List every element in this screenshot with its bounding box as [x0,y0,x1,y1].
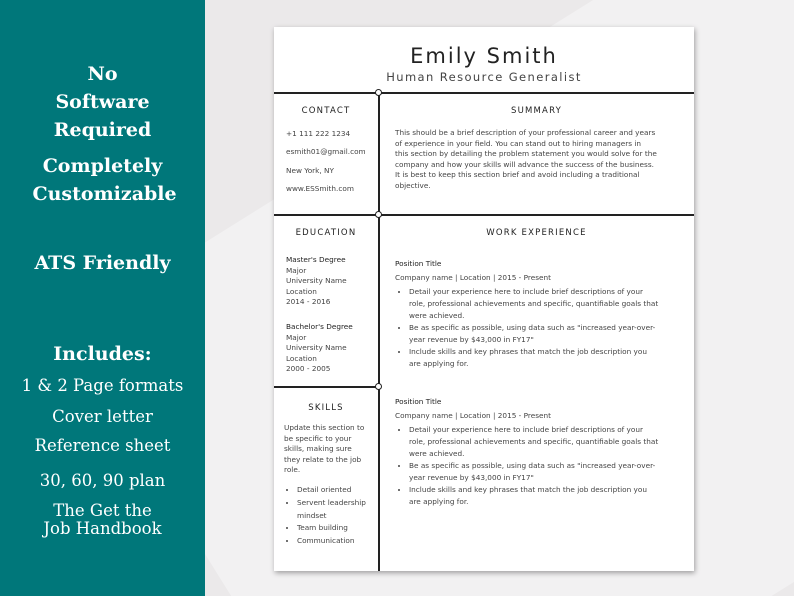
education-major: Major [286,332,307,342]
job-meta: Company name | Location | 2015 - Present [395,411,552,420]
contact-website: www.ESSmith.com [286,184,354,193]
job-bullet [409,286,699,322]
skill-text: mindset [297,510,327,520]
summary-line: of experience in your field. You can stand out to hiring managers in [395,138,641,148]
resume-role: Human Resource Generalist [386,70,582,84]
job-bullet [409,322,699,346]
junction-dot [375,211,382,218]
education-entry [286,255,347,308]
job-meta: Company name | Location | 2015 - Present [395,273,552,282]
bullet-line: are applying for. [409,359,469,368]
job-bullets [397,286,699,370]
contact-location: New York, NY [286,166,334,175]
education-location: Location [286,286,317,296]
education-major: Major [286,265,307,275]
bullet-line: role, professional achievements and specific, quantifiable goals that [409,299,659,308]
bullet-line: Be as specific as possible, using data such as "increased year-over- [409,323,656,332]
junction-dot [375,383,382,390]
includes-item [0,502,205,538]
job-bullets [397,424,699,508]
bullet-line: were achieved. [409,449,465,458]
skills-intro [284,423,376,476]
bullet-line: year revenue by $43,000 in FY17" [409,335,534,344]
includes-item-text: The Get the Job Handbook [43,501,162,538]
skill-item [297,497,387,523]
bullet-line: Detail your experience here to include brief descriptions of your [409,287,643,296]
includes-item: 1 & 2 Page formats [21,376,184,395]
divider [274,214,694,216]
summary-line: company and how your skills will advance the success of the business. [395,159,654,169]
includes-title: Includes: [53,343,152,365]
skills-title: SKILLS [308,403,344,413]
feature-text: Completely Customizable [32,155,177,205]
contact-phone: +1 111 222 1234 [286,129,351,138]
contact-title: CONTACT [301,106,351,116]
skill-item: • Team building [297,522,387,535]
feature-text: No Software Required [53,63,152,141]
job-bullet [409,346,699,370]
bullet-line: Include skills and key phrases that match the job description you [409,347,647,356]
bullet-line: Include skills and key phrases that match the job description you [409,485,647,494]
education-title: EDUCATION [295,228,357,238]
bullet-line: Detail your experience here to include brief descriptions of your [409,425,643,434]
education-years: 2000 - 2005 [286,364,331,373]
skills-intro-line: Update this section to [284,423,365,432]
skill-item: • Detail oriented [297,484,387,497]
job-bullet [409,484,699,508]
bullet-line: were achieved. [409,311,465,320]
skill-text: Servent leadership [297,497,366,507]
summary-line: This should be a brief description of your professional career and years [395,128,656,137]
includes-item: 30, 60, 90 plan [39,471,166,490]
summary-line: It is best to keep this section brief and avoid including a traditional [395,170,640,179]
bullet-line: year revenue by $43,000 in FY17" [409,473,534,482]
summary-title: SUMMARY [510,106,563,116]
skills-intro-line: they relate to the job [284,454,362,464]
job-position: Position Title [395,397,442,406]
education-university: University Name [286,343,347,352]
divider [274,92,694,94]
education-degree: Master's Degree [286,255,346,264]
summary-line: objective. [395,180,431,190]
education-entry [286,322,353,375]
bullet-line: Be as specific as possible, using data such as "increased year-over- [409,461,656,470]
skill-item: • Communication [297,535,387,548]
skills-intro-line: role. [284,465,301,474]
includes-item: Reference sheet [34,436,171,455]
resume-name: Emily Smith [410,44,558,68]
work-title: WORK EXPERIENCE [486,228,587,238]
skills-intro-line: be specific to your [284,433,352,443]
job-position: Position Title [395,259,442,268]
education-degree: Bachelor's Degree [286,322,353,331]
bullet-line: role, professional achievements and specific, quantifiable goals that [409,437,659,446]
feature-customizable [0,152,205,208]
divider [274,386,379,388]
education-location: Location [286,353,317,363]
junction-dot [375,89,382,96]
feature-ats: ATS Friendly [34,252,171,274]
summary-line: this section by detailing the problem statement you would solve for the [395,149,657,158]
bullet-line: are applying for. [409,497,469,506]
education-years: 2014 - 2016 [286,297,331,306]
skills-list [285,484,387,548]
contact-email: esmith01@gmail.com [286,147,366,156]
job-bullet [409,460,699,484]
feature-no-software [0,60,205,144]
job-bullet [409,424,699,460]
education-university: University Name [286,276,347,285]
includes-item: Cover letter [52,407,153,426]
promo-panel [0,0,205,596]
skills-intro-line: skills, making sure [284,444,352,453]
summary-text [395,128,685,191]
resume-sheet [274,27,694,571]
